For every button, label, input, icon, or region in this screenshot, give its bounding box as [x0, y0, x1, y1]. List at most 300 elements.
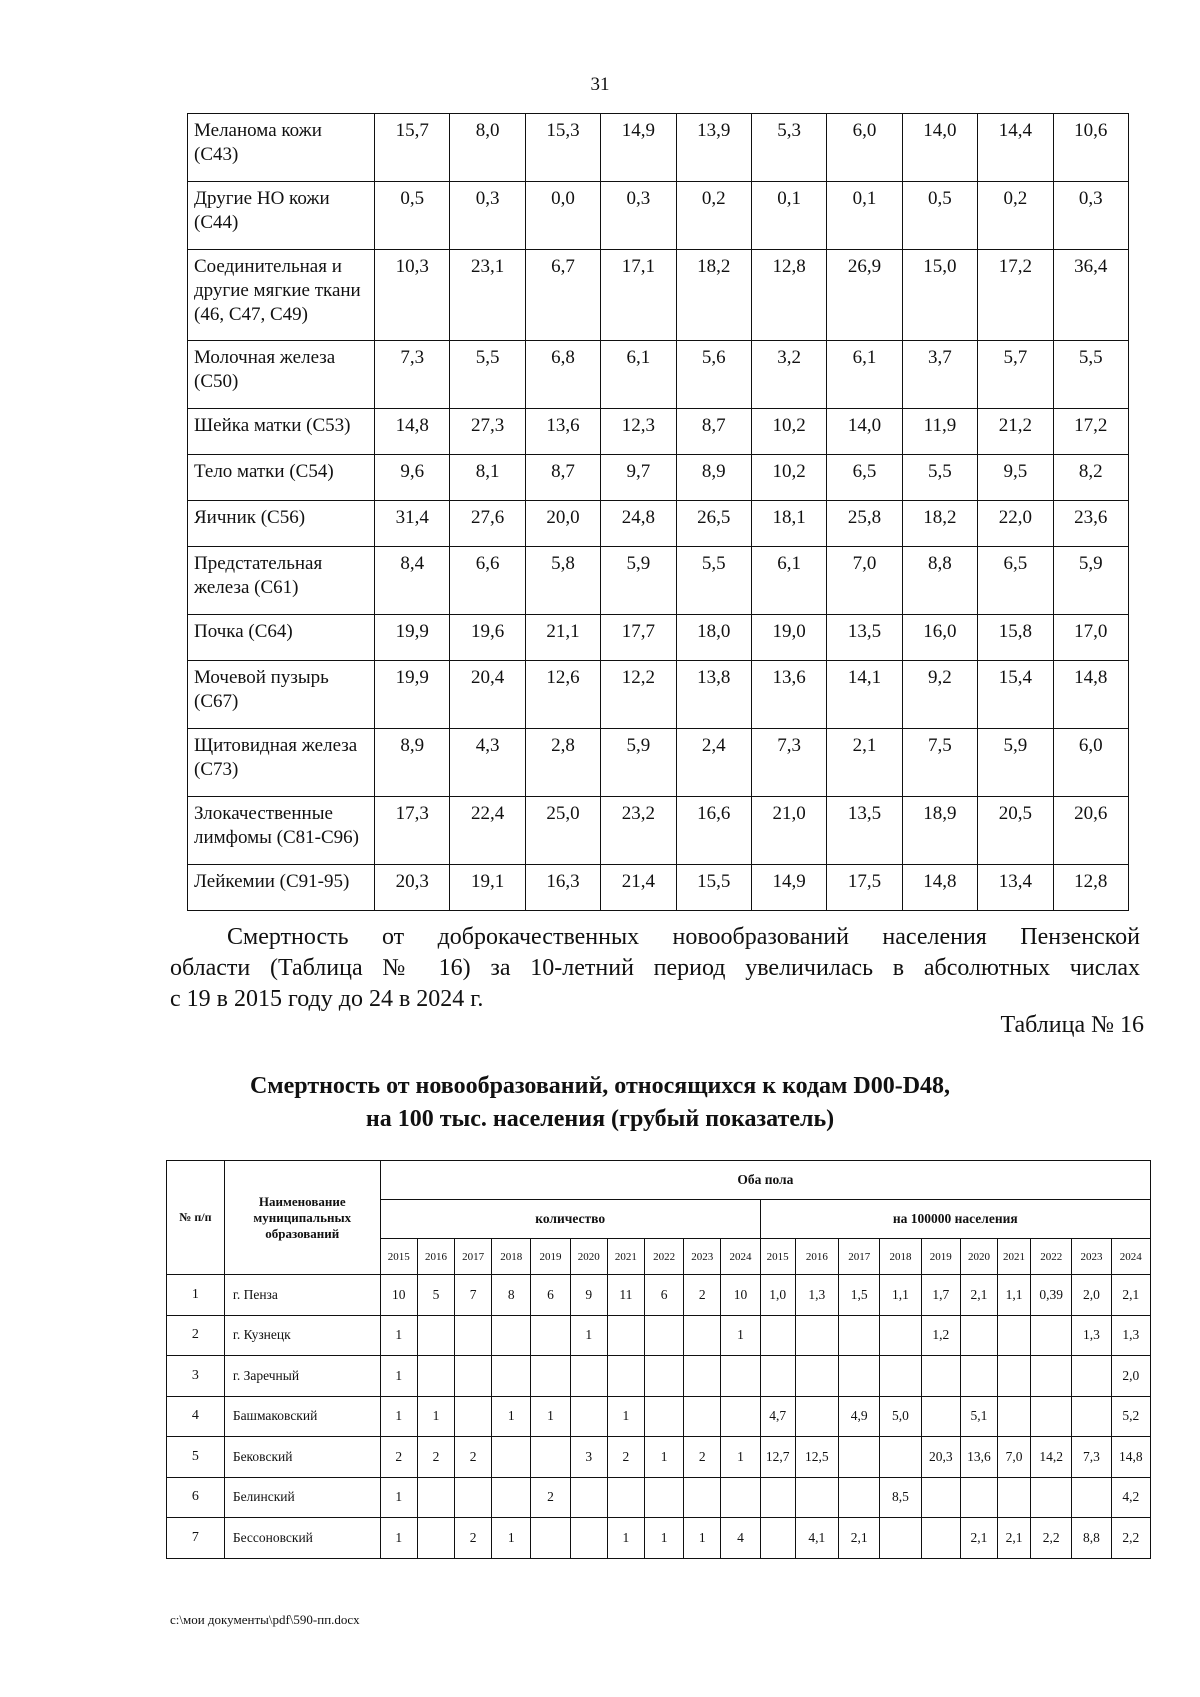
value-cell: 6,0 — [827, 114, 902, 182]
value-cell: 24,8 — [601, 501, 676, 547]
table-row — [188, 797, 1129, 865]
count-cell: 1 — [644, 1518, 683, 1559]
rate-cell — [880, 1356, 921, 1397]
value-cell: 5,9 — [1053, 547, 1128, 615]
value-cell: 8,8 — [902, 547, 977, 615]
count-cell — [455, 1396, 492, 1437]
value-cell: 11,9 — [902, 409, 977, 455]
year-header: 2016 — [795, 1239, 838, 1275]
rate-cell — [1031, 1356, 1072, 1397]
table-row — [188, 729, 1129, 797]
value-cell: 0,5 — [375, 182, 450, 250]
year-header: 2020 — [570, 1239, 607, 1275]
value-cell: 17,3 — [375, 797, 450, 865]
count-cell: 10 — [380, 1275, 417, 1316]
table-row — [167, 1437, 1151, 1478]
value-cell: 12,3 — [601, 409, 676, 455]
count-cell — [607, 1477, 644, 1518]
count-cell: 1 — [644, 1437, 683, 1478]
count-cell — [684, 1356, 721, 1397]
count-cell — [721, 1356, 760, 1397]
value-cell: 0,3 — [601, 182, 676, 250]
count-cell — [531, 1315, 570, 1356]
rate-cell — [795, 1315, 838, 1356]
municipality-name: г. Кузнецк — [224, 1315, 380, 1356]
row-name: Тело матки (С54) — [188, 455, 375, 501]
value-cell: 17,2 — [978, 250, 1053, 341]
value-cell: 7,5 — [902, 729, 977, 797]
rate-cell — [921, 1396, 960, 1437]
table-row — [167, 1396, 1151, 1437]
rate-cell: 4,1 — [795, 1518, 838, 1559]
row-name: Другие НО кожи (С44) — [188, 182, 375, 250]
row-number: 6 — [167, 1477, 225, 1518]
rate-cell — [839, 1437, 880, 1478]
value-cell: 0,0 — [525, 182, 600, 250]
count-cell — [417, 1518, 454, 1559]
value-cell: 14,1 — [827, 661, 902, 729]
rate-cell: 4,7 — [760, 1396, 795, 1437]
rate-cell: 4,2 — [1111, 1477, 1150, 1518]
year-header: 2024 — [721, 1239, 760, 1275]
value-cell: 25,0 — [525, 797, 600, 865]
rate-cell — [760, 1315, 795, 1356]
benign-neoplasm-paragraph — [170, 922, 1140, 1015]
rate-cell — [795, 1477, 838, 1518]
value-cell: 20,6 — [1053, 797, 1128, 865]
value-cell: 7,3 — [751, 729, 826, 797]
value-cell: 20,3 — [375, 865, 450, 911]
count-cell — [492, 1356, 531, 1397]
value-cell: 9,2 — [902, 661, 977, 729]
rate-cell — [998, 1315, 1031, 1356]
value-cell: 17,5 — [827, 865, 902, 911]
value-cell: 16,6 — [676, 797, 751, 865]
count-cell — [570, 1518, 607, 1559]
value-cell: 21,0 — [751, 797, 826, 865]
count-cell: 1 — [380, 1315, 417, 1356]
value-cell: 22,0 — [978, 501, 1053, 547]
count-cell — [644, 1477, 683, 1518]
count-cell — [531, 1437, 570, 1478]
rate-cell: 20,3 — [921, 1437, 960, 1478]
row-number: 5 — [167, 1437, 225, 1478]
table-row — [188, 114, 1129, 182]
value-cell: 4,3 — [450, 729, 525, 797]
year-header: 2022 — [1031, 1239, 1072, 1275]
rate-cell — [839, 1315, 880, 1356]
value-cell: 31,4 — [375, 501, 450, 547]
rate-cell — [760, 1477, 795, 1518]
count-cell: 2 — [684, 1275, 721, 1316]
row-number: 7 — [167, 1518, 225, 1559]
rate-cell — [921, 1477, 960, 1518]
count-cell: 9 — [570, 1275, 607, 1316]
count-cell: 8 — [492, 1275, 531, 1316]
header-name: Наименование муниципальных образований — [224, 1161, 380, 1275]
table-row — [188, 250, 1129, 341]
year-header: 2019 — [921, 1239, 960, 1275]
count-cell: 1 — [721, 1437, 760, 1478]
rate-cell — [880, 1315, 921, 1356]
header-both-sexes: Оба пола — [380, 1161, 1150, 1200]
rate-cell — [960, 1315, 997, 1356]
value-cell: 13,8 — [676, 661, 751, 729]
count-cell: 1 — [570, 1315, 607, 1356]
row-name: Лейкемии (С91-95) — [188, 865, 375, 911]
value-cell: 6,5 — [978, 547, 1053, 615]
value-cell: 10,6 — [1053, 114, 1128, 182]
value-cell: 6,6 — [450, 547, 525, 615]
value-cell: 0,2 — [978, 182, 1053, 250]
row-name: Злокачественные лимфомы (С81-С96) — [188, 797, 375, 865]
value-cell: 26,9 — [827, 250, 902, 341]
rate-cell: 1,5 — [839, 1275, 880, 1316]
value-cell: 8,9 — [375, 729, 450, 797]
count-cell: 1 — [492, 1396, 531, 1437]
value-cell: 13,4 — [978, 865, 1053, 911]
value-cell: 18,2 — [676, 250, 751, 341]
value-cell: 0,2 — [676, 182, 751, 250]
rate-cell — [1031, 1396, 1072, 1437]
rate-cell: 2,2 — [1111, 1518, 1150, 1559]
rate-cell — [998, 1356, 1031, 1397]
count-cell: 2 — [684, 1437, 721, 1478]
value-cell: 20,0 — [525, 501, 600, 547]
rate-cell: 1,3 — [1111, 1315, 1150, 1356]
count-cell — [492, 1437, 531, 1478]
value-cell: 17,0 — [1053, 615, 1128, 661]
header-count: количество — [380, 1200, 760, 1239]
value-cell: 5,9 — [978, 729, 1053, 797]
value-cell: 15,3 — [525, 114, 600, 182]
year-header: 2021 — [607, 1239, 644, 1275]
value-cell: 0,1 — [827, 182, 902, 250]
year-header: 2015 — [760, 1239, 795, 1275]
table-row — [188, 455, 1129, 501]
rate-cell — [839, 1356, 880, 1397]
year-header: 2022 — [644, 1239, 683, 1275]
count-cell — [455, 1356, 492, 1397]
count-cell — [644, 1396, 683, 1437]
table-row — [188, 182, 1129, 250]
value-cell: 12,8 — [751, 250, 826, 341]
count-cell: 1 — [531, 1396, 570, 1437]
value-cell: 2,1 — [827, 729, 902, 797]
year-header: 2023 — [684, 1239, 721, 1275]
count-cell — [531, 1356, 570, 1397]
rate-cell: 2,1 — [1111, 1275, 1150, 1316]
table-row — [167, 1477, 1151, 1518]
value-cell: 8,2 — [1053, 455, 1128, 501]
value-cell: 21,2 — [978, 409, 1053, 455]
year-header: 2021 — [998, 1239, 1031, 1275]
count-cell — [417, 1315, 454, 1356]
table-title-line: на 100 тыс. населения (грубый показатель) — [365, 1106, 835, 1132]
paragraph-line: с 19 в 2015 году до 24 в 2024 г. — [170, 986, 484, 1012]
count-cell — [644, 1315, 683, 1356]
value-cell: 27,3 — [450, 409, 525, 455]
count-cell: 10 — [721, 1275, 760, 1316]
value-cell: 18,9 — [902, 797, 977, 865]
value-cell: 5,5 — [902, 455, 977, 501]
value-cell: 0,5 — [902, 182, 977, 250]
value-cell: 13,5 — [827, 615, 902, 661]
rate-cell: 12,5 — [795, 1437, 838, 1478]
value-cell: 2,8 — [525, 729, 600, 797]
municipality-name: Бековский — [224, 1437, 380, 1478]
rate-cell: 0,39 — [1031, 1275, 1072, 1316]
rate-cell — [839, 1477, 880, 1518]
count-cell: 1 — [684, 1518, 721, 1559]
file-path-footer: c:\мои документы\pdf\590-пп.docx — [170, 1612, 360, 1627]
count-cell — [417, 1477, 454, 1518]
value-cell: 17,1 — [601, 250, 676, 341]
count-cell: 6 — [531, 1275, 570, 1316]
value-cell: 3,2 — [751, 341, 826, 409]
rate-cell: 5,2 — [1111, 1396, 1150, 1437]
count-cell — [684, 1396, 721, 1437]
rate-cell — [880, 1518, 921, 1559]
table-label: Таблица № 16 — [1000, 1012, 1144, 1038]
value-cell: 14,8 — [375, 409, 450, 455]
value-cell: 8,0 — [450, 114, 525, 182]
value-cell: 19,6 — [450, 615, 525, 661]
rate-cell — [760, 1518, 795, 1559]
value-cell: 14,8 — [1053, 661, 1128, 729]
year-header: 2020 — [960, 1239, 997, 1275]
value-cell: 15,0 — [902, 250, 977, 341]
row-name: Меланома кожи (С43) — [188, 114, 375, 182]
value-cell: 8,9 — [676, 455, 751, 501]
value-cell: 17,7 — [601, 615, 676, 661]
year-header: 2015 — [380, 1239, 417, 1275]
value-cell: 19,9 — [375, 661, 450, 729]
header-num: № п/п — [167, 1161, 225, 1275]
table-title — [0, 1070, 1200, 1136]
municipality-name: Белинский — [224, 1477, 380, 1518]
count-cell: 5 — [417, 1275, 454, 1316]
table-row — [167, 1356, 1151, 1397]
count-cell — [455, 1315, 492, 1356]
table-row — [188, 341, 1129, 409]
count-cell — [492, 1315, 531, 1356]
count-cell: 1 — [380, 1356, 417, 1397]
value-cell: 8,7 — [676, 409, 751, 455]
municipality-name: г. Пенза — [224, 1275, 380, 1316]
value-cell: 0,1 — [751, 182, 826, 250]
value-cell: 6,5 — [827, 455, 902, 501]
paragraph-line: области (Таблица № 16) за 10-летний период увеличилась в абсолютных числах — [170, 955, 1140, 981]
table-row — [188, 501, 1129, 547]
value-cell: 21,1 — [525, 615, 600, 661]
value-cell: 13,5 — [827, 797, 902, 865]
value-cell: 20,4 — [450, 661, 525, 729]
count-cell — [721, 1477, 760, 1518]
count-cell — [492, 1477, 531, 1518]
value-cell: 18,2 — [902, 501, 977, 547]
value-cell: 5,6 — [676, 341, 751, 409]
row-number: 3 — [167, 1356, 225, 1397]
count-cell: 1 — [380, 1396, 417, 1437]
value-cell: 12,2 — [601, 661, 676, 729]
value-cell: 9,6 — [375, 455, 450, 501]
value-cell: 5,9 — [601, 729, 676, 797]
rate-cell — [921, 1518, 960, 1559]
value-cell: 9,7 — [601, 455, 676, 501]
rate-cell: 5,0 — [880, 1396, 921, 1437]
rate-cell — [1031, 1315, 1072, 1356]
rate-cell — [1072, 1356, 1111, 1397]
rate-cell: 2,0 — [1072, 1275, 1111, 1316]
row-number: 1 — [167, 1275, 225, 1316]
rate-cell — [880, 1437, 921, 1478]
value-cell: 15,4 — [978, 661, 1053, 729]
count-cell — [417, 1356, 454, 1397]
rate-cell: 1,7 — [921, 1275, 960, 1316]
count-cell: 2 — [607, 1437, 644, 1478]
rate-cell — [1072, 1477, 1111, 1518]
count-cell: 2 — [455, 1437, 492, 1478]
header-per100k: на 100000 населения — [760, 1200, 1150, 1239]
value-cell: 6,1 — [601, 341, 676, 409]
year-header: 2016 — [417, 1239, 454, 1275]
rate-cell: 2,2 — [1031, 1518, 1072, 1559]
table-row — [188, 615, 1129, 661]
count-cell: 1 — [380, 1518, 417, 1559]
count-cell: 2 — [380, 1437, 417, 1478]
value-cell: 23,1 — [450, 250, 525, 341]
value-cell: 10,2 — [751, 409, 826, 455]
value-cell: 0,3 — [450, 182, 525, 250]
value-cell: 36,4 — [1053, 250, 1128, 341]
rate-cell — [998, 1396, 1031, 1437]
row-name: Предстательная железа (С61) — [188, 547, 375, 615]
value-cell: 9,5 — [978, 455, 1053, 501]
count-cell: 4 — [721, 1518, 760, 1559]
value-cell: 14,8 — [902, 865, 977, 911]
count-cell — [607, 1315, 644, 1356]
rate-cell: 14,8 — [1111, 1437, 1150, 1478]
count-cell — [531, 1518, 570, 1559]
value-cell: 26,5 — [676, 501, 751, 547]
rate-cell: 2,1 — [960, 1518, 997, 1559]
table-row — [167, 1518, 1151, 1559]
row-name: Молочная железа (С50) — [188, 341, 375, 409]
rate-cell — [998, 1477, 1031, 1518]
value-cell: 8,1 — [450, 455, 525, 501]
table-row — [188, 661, 1129, 729]
count-cell: 3 — [570, 1437, 607, 1478]
value-cell: 3,7 — [902, 341, 977, 409]
count-cell — [570, 1356, 607, 1397]
municipality-name: Бессоновский — [224, 1518, 380, 1559]
count-cell: 6 — [644, 1275, 683, 1316]
value-cell: 12,6 — [525, 661, 600, 729]
rate-cell: 1,3 — [1072, 1315, 1111, 1356]
benign-mortality-table — [166, 1160, 1151, 1559]
value-cell: 18,0 — [676, 615, 751, 661]
value-cell: 13,9 — [676, 114, 751, 182]
count-cell — [607, 1356, 644, 1397]
count-cell — [721, 1396, 760, 1437]
count-cell: 11 — [607, 1275, 644, 1316]
row-name: Мочевой пузырь (С67) — [188, 661, 375, 729]
rate-cell — [1031, 1477, 1072, 1518]
table-row — [188, 865, 1129, 911]
count-cell: 1 — [380, 1477, 417, 1518]
cancer-mortality-table-continued — [187, 113, 1129, 911]
value-cell: 8,7 — [525, 455, 600, 501]
value-cell: 8,4 — [375, 547, 450, 615]
value-cell: 14,0 — [827, 409, 902, 455]
value-cell: 20,5 — [978, 797, 1053, 865]
row-name: Шейка матки (С53) — [188, 409, 375, 455]
year-header: 2018 — [492, 1239, 531, 1275]
value-cell: 2,4 — [676, 729, 751, 797]
value-cell: 5,8 — [525, 547, 600, 615]
value-cell: 19,0 — [751, 615, 826, 661]
value-cell: 6,0 — [1053, 729, 1128, 797]
value-cell: 6,7 — [525, 250, 600, 341]
value-cell: 16,3 — [525, 865, 600, 911]
value-cell: 14,9 — [751, 865, 826, 911]
rate-cell: 13,6 — [960, 1437, 997, 1478]
count-cell: 2 — [531, 1477, 570, 1518]
row-name: Почка (С64) — [188, 615, 375, 661]
value-cell: 15,5 — [676, 865, 751, 911]
value-cell: 13,6 — [525, 409, 600, 455]
value-cell: 10,3 — [375, 250, 450, 341]
row-name: Щитовидная железа (С73) — [188, 729, 375, 797]
year-header: 2018 — [880, 1239, 921, 1275]
rate-cell — [960, 1356, 997, 1397]
count-cell: 7 — [455, 1275, 492, 1316]
value-cell: 7,3 — [375, 341, 450, 409]
value-cell: 15,7 — [375, 114, 450, 182]
value-cell: 7,0 — [827, 547, 902, 615]
count-cell: 1 — [721, 1315, 760, 1356]
count-cell — [644, 1356, 683, 1397]
value-cell: 6,1 — [827, 341, 902, 409]
rate-cell: 7,0 — [998, 1437, 1031, 1478]
value-cell: 14,9 — [601, 114, 676, 182]
value-cell: 15,8 — [978, 615, 1053, 661]
table-row — [167, 1315, 1151, 1356]
count-cell — [570, 1396, 607, 1437]
value-cell: 19,9 — [375, 615, 450, 661]
value-cell: 18,1 — [751, 501, 826, 547]
rate-cell: 1,3 — [795, 1275, 838, 1316]
rate-cell: 8,5 — [880, 1477, 921, 1518]
rate-cell: 2,1 — [998, 1518, 1031, 1559]
table-row — [188, 409, 1129, 455]
value-cell: 14,4 — [978, 114, 1053, 182]
value-cell: 14,0 — [902, 114, 977, 182]
value-cell: 12,8 — [1053, 865, 1128, 911]
value-cell: 19,1 — [450, 865, 525, 911]
value-cell: 6,1 — [751, 547, 826, 615]
year-header: 2019 — [531, 1239, 570, 1275]
value-cell: 5,5 — [676, 547, 751, 615]
page-number: 31 — [590, 74, 610, 95]
value-cell: 23,2 — [601, 797, 676, 865]
value-cell: 5,3 — [751, 114, 826, 182]
rate-cell: 8,8 — [1072, 1518, 1111, 1559]
count-cell: 1 — [417, 1396, 454, 1437]
row-name: Яичник (С56) — [188, 501, 375, 547]
count-cell: 1 — [607, 1518, 644, 1559]
